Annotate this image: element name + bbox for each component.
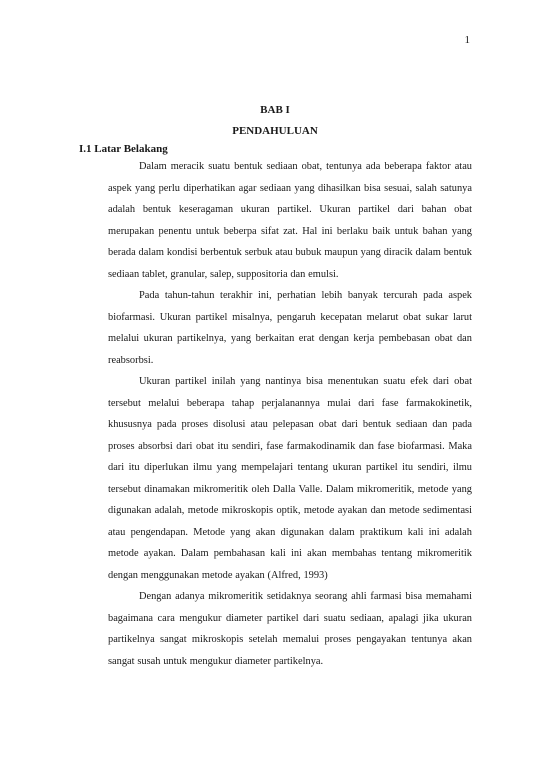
body-text: [108, 156, 472, 672]
section-heading: I.1 Latar Belakang: [79, 143, 168, 155]
chapter-title: PENDAHULUAN: [232, 125, 318, 137]
paragraph: Dalam meracik suatu bentuk sediaan obat, tentunya ada beberapa faktor atau aspek yang perlu diperhatikan agar sediaan yang dihasilkan bisa sesuai, salah satunya adalah bentuk keseragaman ukuran partikel. Ukuran partikel dari bahan obat merupakan penentu untuk beberpa sifat zat. Hal ini berlaku baik untuk bahan yang berada dalam kondisi berbentuk serbuk atau bubuk maupun yang diracik dalam bentuk sediaan tablet, granular, salep, suppositoria dan emulsi.: [108, 161, 472, 280]
paragraph: Ukuran partikel inilah yang nantinya bisa menentukan suatu efek dari obat tersebut melalui beberapa tahap perjalanannya mulai dari fase farmakokinetik, khususnya pada proses disolusi atau pelepasan obat dari bentuk sediaan dan pada proses absorbsi dari obat itu sendiri, fase farmakodinamik dan fase biofarmasi. Maka dari itu diperlukan ilmu yang mempelajari tentang ukuran partikel itu sendiri, ilmu tersebut dinamakan mikromeritik oleh Dalla Valle. Dalam mikromeritik, metode yang digunakan adalah, metode mikroskopis optik, metode ayakan dan metode sedimentasi atau pengendapan. Metode yang akan digunakan dalam praktikum kali ini adalah metode ayakan. Dalam pembahasan kali ini akan membahas tentang mikromeritik dengan menggunakan metode ayakan (Alfred, 1993): [108, 376, 472, 581]
paragraph: Dengan adanya mikromeritik setidaknya seorang ahli farmasi bisa memahami bagaimana cara mengukur diameter partikel dari suatu sediaan, apalagi jika ukuran partikelnya sangat mikroskopis setelah memalui proses pengayakan tentunya akan sangat susah untuk mengukur diameter partikelnya.: [108, 591, 472, 667]
paragraph: Pada tahun-tahun terakhir ini, perhatian lebih banyak tercurah pada aspek biofarmasi. Ukuran partikel misalnya, pengaruh kecepatan melarut obat sukar larut melalui ukuran partikelnya, yang berkaitan erat dengan kerja pembebasan obat dan reabsorbsi.: [108, 290, 472, 366]
page-number: 1: [464, 34, 470, 46]
chapter-label: BAB I: [260, 104, 290, 116]
